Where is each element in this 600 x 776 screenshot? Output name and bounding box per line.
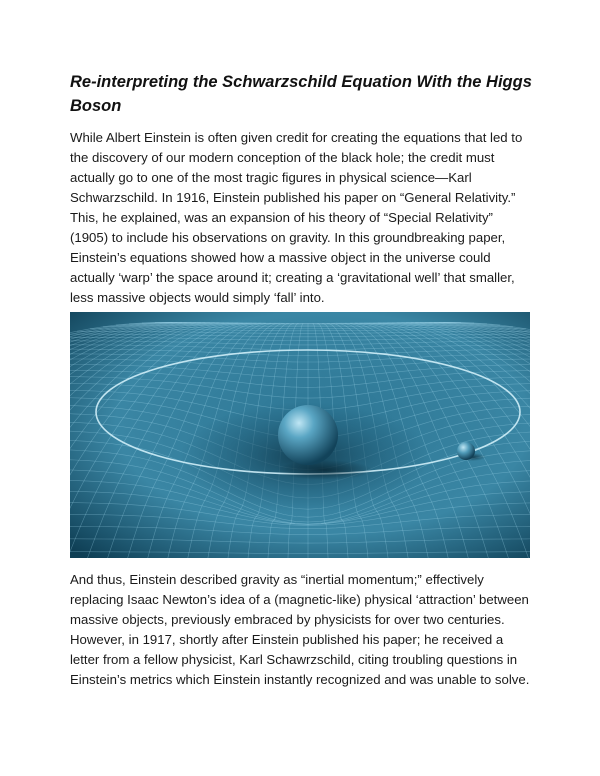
article-title: Re-interpreting the Schwarzschild Equation With the Higgs Boson — [70, 73, 532, 115]
paragraph-intro: While Albert Einstein is often given credit for creating the equations that led to the discovery of our modern conception of the black hole; the credit must actually go to one of the most tragic figures in physical science—Karl Schwarzschild. In 1916, Einstein published his paper on “General Relativity.” This, he explained, was an expansion of his theory of “Special Relativity” (1905) to include his observations on gravity. In this groundbreaking paper, Einstein’s equations showed how a massive object in the universe could actually ‘warp’ the space around it; creating a ‘gravitational well’ that smaller, less massive objects would simply ‘fall’ into. — [70, 130, 523, 305]
spacetime-figure — [70, 312, 530, 558]
spacetime-illustration — [70, 312, 530, 558]
paragraph-continuation: And thus, Einstein described gravity as “inertial momentum;” effectively replacing Isaac Newton’s idea of a (magnetic-like) physical ‘attraction’ between massive objects, previously embraced by physicists for over two centuries. However, in 1917, shortly after Einstein published his paper; he received a letter from a fellow physicist, Karl Schawrzschild, citing troubling questions in Einstein’s metrics which Einstein instantly recognized and was unable to solve. — [70, 572, 530, 687]
large-planet — [278, 405, 338, 465]
planet-shadow — [277, 460, 373, 480]
small-moon — [457, 442, 475, 460]
